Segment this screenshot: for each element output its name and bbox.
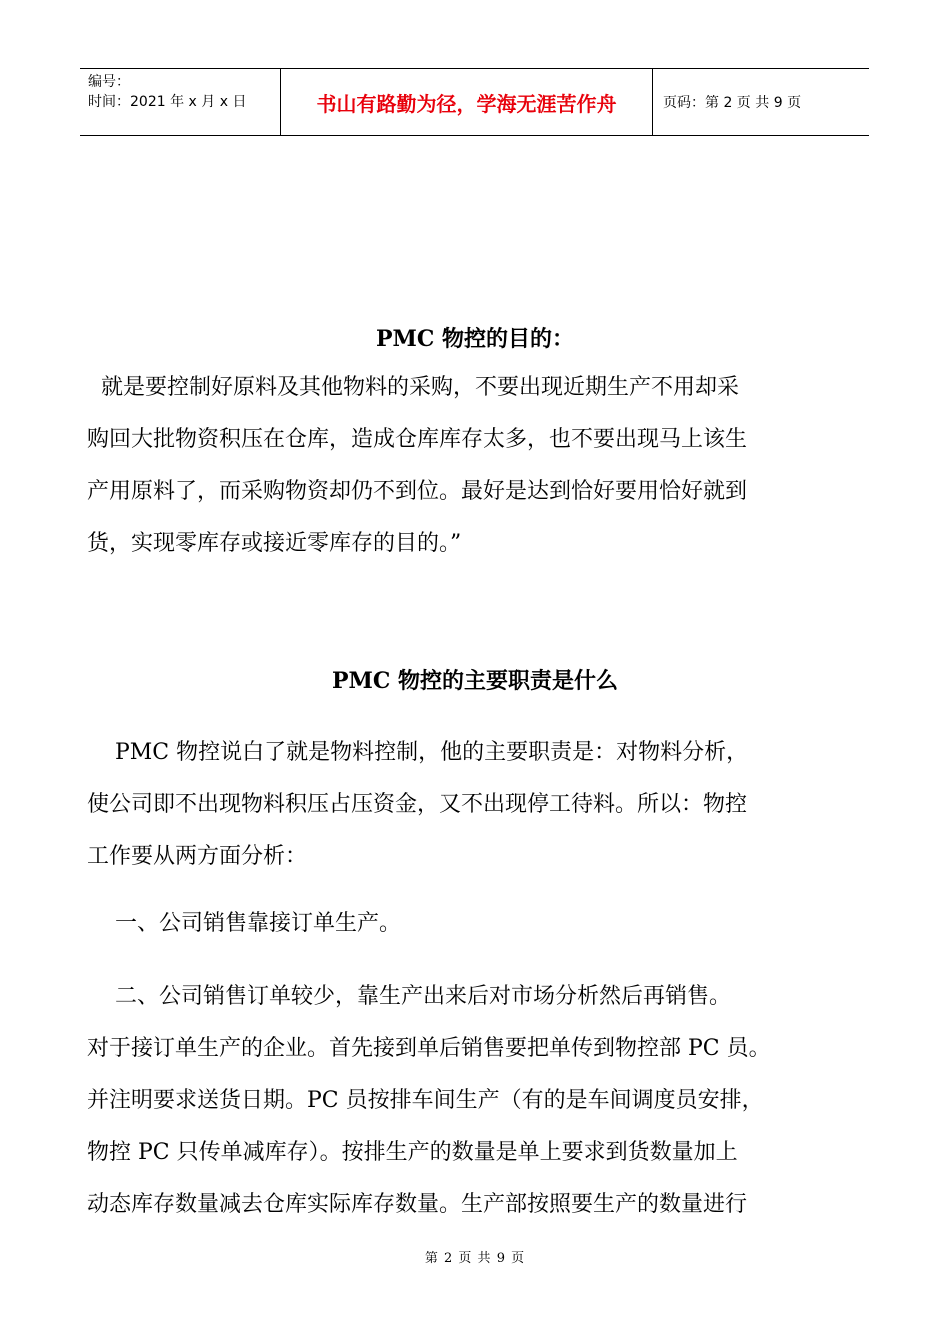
paragraph-line: 对于接订单生产的企业。首先接到单后销售要把单传到物控部 PC 员。 — [87, 1036, 771, 1061]
page-footer: 第 2 页 共 9 页 — [424, 1251, 526, 1266]
paragraph-line: 购回大批物资积压在仓库，造成仓库库存太多，也不要出现马上该生 — [87, 427, 748, 452]
paragraph-line: 使公司即不出现物料积压占压资金，又不出现停工待料。所以：物控 — [87, 792, 748, 817]
header-page-label: 页码：第 2 页 共 9 页 — [663, 95, 802, 111]
section2-title: PMC 物控的主要职责是什么 — [331, 668, 619, 694]
paragraph-line: 动态库存数量减去仓库实际库存数量。生产部按照要生产的数量进行 — [87, 1192, 748, 1217]
number-label: 编号： — [88, 74, 130, 90]
paragraph-line: 二、公司销售订单较少，靠生产出来后对市场分析然后再销售。 — [87, 984, 731, 1009]
paragraph-line: 物控 PC 只传单减库存）。按排生产的数量是单上要求到货数量加上 — [87, 1140, 738, 1165]
paragraph-line: 并注明要求送货日期。PC 员按排车间生产（有的是车间调度员安排， — [87, 1088, 764, 1113]
header-motto: 书山有路勤为径，学海无涯苦作舟 — [281, 69, 653, 135]
paragraph-line: 一、公司销售靠接订单生产。 — [87, 911, 401, 936]
paragraph-line: 产用原料了，而采购物资却仍不到位。最好是达到恰好要用恰好就到 — [87, 479, 748, 504]
section2-paragraph2 — [87, 971, 877, 1231]
paragraph-line: 工作要从两方面分析： — [87, 844, 308, 869]
header-info-cell — [80, 69, 281, 135]
paragraph-line: 货，实现零库存或接近零库存的目的。” — [87, 531, 462, 556]
paragraph-line: 就是要控制好原料及其他物料的采购，不要出现近期生产不用却采 — [87, 375, 739, 400]
section1-paragraph — [87, 362, 877, 570]
paragraph-line: PMC 物控说白了就是物料控制，他的主要职责是：对物料分析， — [87, 740, 749, 765]
section2-paragraph1 — [87, 727, 877, 883]
page-header — [80, 68, 869, 136]
time-label: 时间：2021 年 x 月 x 日 — [88, 94, 247, 110]
section1-title: PMC 物控的目的： — [375, 326, 575, 352]
section2-item1 — [87, 898, 877, 950]
